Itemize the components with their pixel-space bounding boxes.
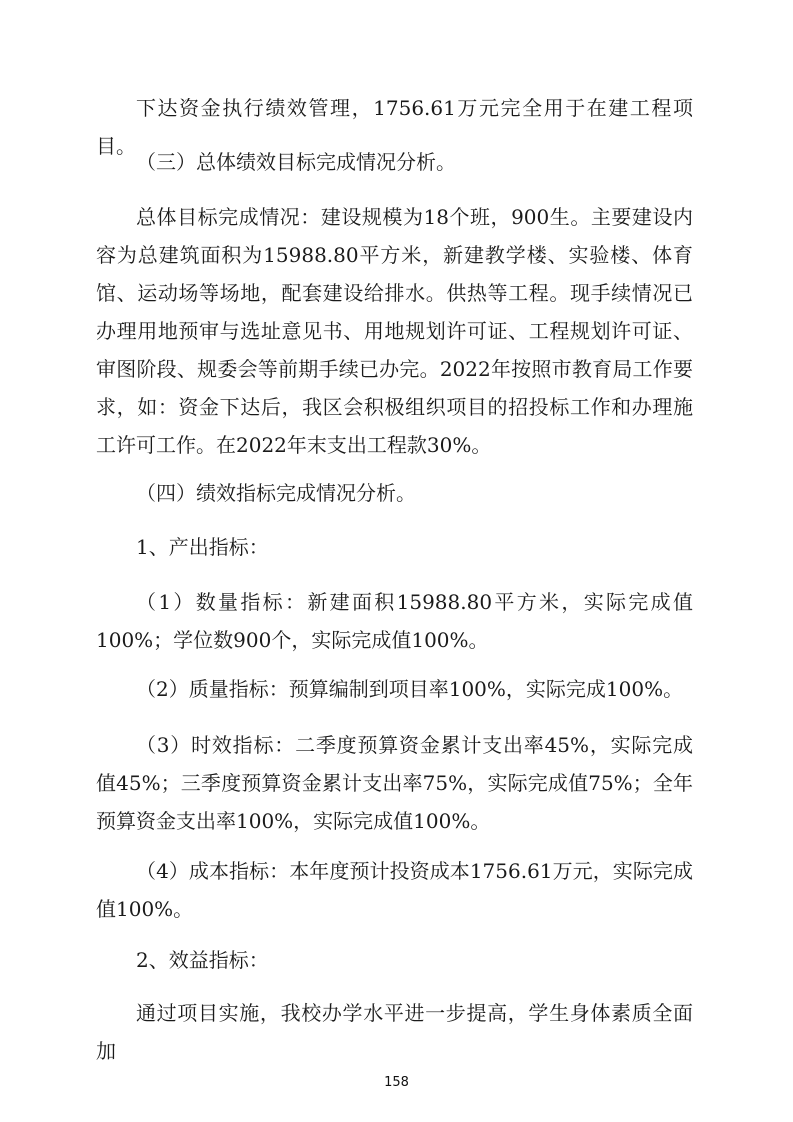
heading-indicator-analysis: （四）绩效指标完成情况分析。 [136, 481, 416, 505]
paragraph-benefit: 通过项目实施，我校办学水平进一步提高，学生身体素质全面加 [96, 1001, 693, 1063]
page-number: 158 [384, 1075, 409, 1090]
paragraph-cost-indicator: （4）成本指标：本年度预计投资成本1756.61万元，实际完成值100%。 [96, 859, 693, 921]
heading-overall-goal-analysis: （三）总体绩效目标完成情况分析。 [136, 150, 456, 174]
paragraph-quality-indicator: （2）质量指标：预算编制到项目率100%，实际完成100%。 [136, 677, 684, 701]
heading-output-indicators: 1、产出指标： [136, 535, 269, 559]
paragraph-timeliness-indicator: （3）时效指标：二季度预算资金累计支出率45%，实际完成值45%；三季度预算资金累计支出率75%，实际完成值75%；全年预算资金支出率100%，实际完成值100%。 [96, 733, 693, 833]
paragraph-funds-usage: 下达资金执行绩效管理，1756.61万元完全用于在建工程项目。 [96, 96, 693, 158]
heading-benefit-indicators: 2、效益指标： [136, 948, 269, 972]
paragraph-overall-goal: 总体目标完成情况：建设规模为18个班，900生。主要建设内容为总建筑面积为15988.80平方米，新建教学楼、实验楼、体育馆、运动场等场地，配套建设给排水。供热等工程。现手续情况已办理用地预审与选址意见书、用地规划许可证、工程规划许可证、审图阶段、规委会等前期手续已办完。2022年按照市教育局工作要求，如：资金下达后，我区会积极组织项目的招投标工作和办理施工许可工作。在2022年末支出工程款30%。 [96, 205, 693, 457]
paragraph-quantity-indicator: （1）数量指标：新建面积15988.80平方米，实际完成值100%；学位数900个，实际完成值100%。 [96, 590, 693, 652]
